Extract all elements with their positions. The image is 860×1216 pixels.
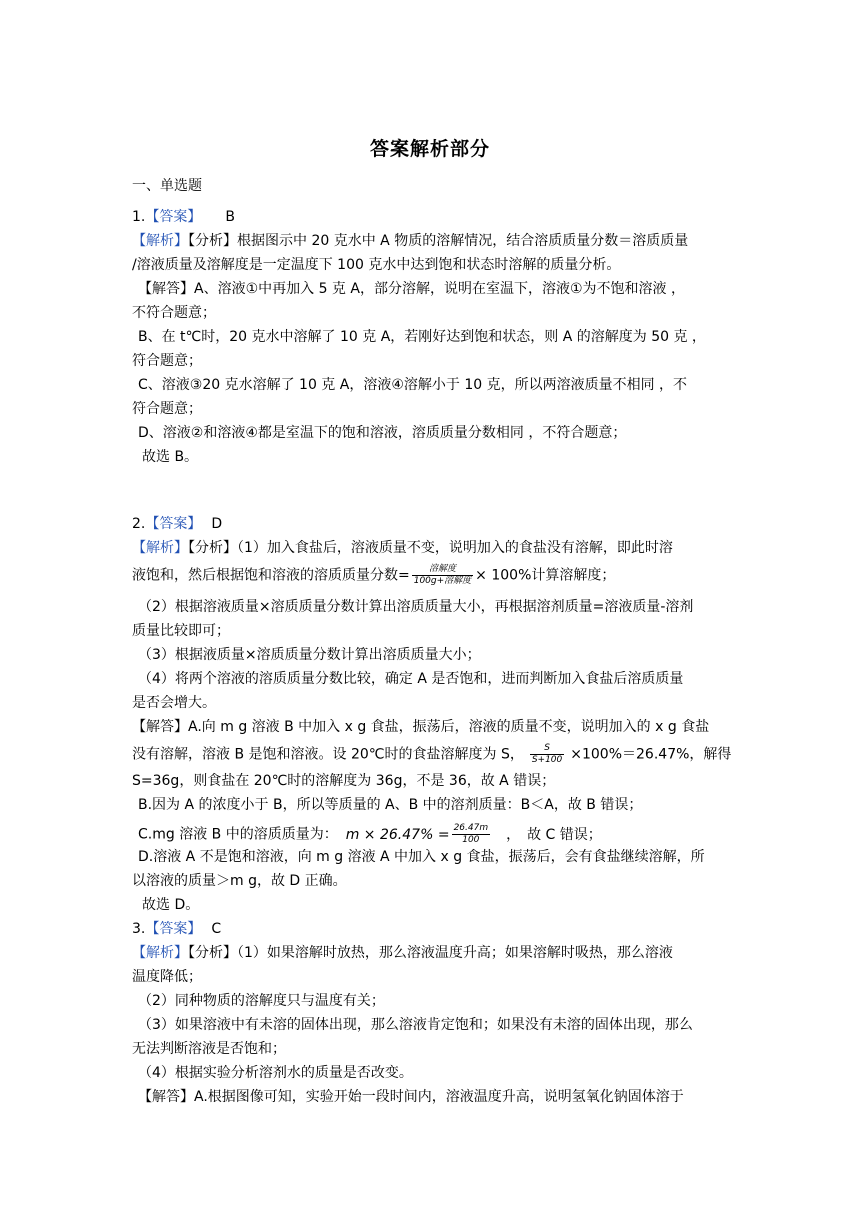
q2-analysis-line-4: 质量比较即可；	[132, 623, 230, 639]
q2-conclusion: 故选 D。	[142, 897, 200, 913]
solute-mass-formula: m × 26.47% =	[345, 826, 450, 843]
q1-number: 1.	[132, 209, 146, 225]
analysis-tag: 【分析】	[188, 540, 237, 556]
parse-tag: 【解析】	[132, 540, 188, 556]
q3-answer: C	[211, 921, 222, 937]
q3-analysis-line-1	[132, 943, 673, 963]
answer-tag: 【答案】	[145, 516, 202, 532]
q3-analysis-line-5: 无法判断溶液是否饱和；	[132, 1041, 286, 1057]
q1-solution-line-1	[138, 279, 685, 299]
q2-solution-text-2b: ×100%＝26.47%，解得	[570, 746, 732, 763]
q1-solution-line-2: 不符合题意；	[132, 305, 216, 321]
solution-tag: 【解答】	[138, 1089, 194, 1105]
q1-solution-text-1: A、溶液①中再加入 5 克 A，部分溶解，说明在室温下，溶液①为不饱和溶液 ，	[194, 281, 685, 297]
solubility-fraction	[412, 564, 473, 587]
q3-analysis-line-2: 温度降低；	[132, 969, 202, 985]
q2-analysis-line-7: 是否会增大。	[132, 695, 216, 711]
q1-solution-line-5: C、溶液③20 克水溶解了 10 克 A，溶液④溶解小于 10 克，所以两溶液质量不相同 ，不	[138, 377, 688, 393]
q2-solution-line-7: 以溶液的质量＞m g，故 D 正确。	[132, 873, 347, 889]
analysis-tag: 【分析】	[188, 233, 237, 249]
solution-tag: 【解答】	[138, 281, 194, 297]
q3-solution-line-1	[138, 1087, 684, 1107]
q2-solution-line-5	[138, 823, 602, 846]
q1-analysis-text-1: 根据图示中 20 克水中 A 物质的溶解情况，结合溶质质量分数＝溶质质量	[237, 233, 689, 249]
q2-solution-line-3: S=36g，则食盐在 20℃时的溶解度为 36g，不是 36，故 A 错误；	[132, 773, 556, 789]
fraction-numerator: 26.47m	[453, 823, 489, 833]
q2-solution-line-1	[132, 717, 709, 737]
fraction-numerator: 溶解度	[412, 564, 473, 576]
q3-analysis-line-3: （2）同种物质的溶解度只与温度有关；	[138, 993, 385, 1009]
q3-analysis-line-4: （3）如果溶液中有未溶的固体出现，那么溶液肯定饱和；如果没有未溶的固体出现，那么	[138, 1017, 693, 1033]
q2-answer: D	[211, 516, 223, 532]
q1-answer: B	[225, 209, 235, 225]
q2-solution-line-2	[132, 743, 731, 766]
parse-tag: 【解析】	[132, 233, 188, 249]
q2-solution-line-6: D.溶液 A 不是饱和溶液，向 m g 溶液 A 中加入 x g 食盐，振荡后，会有食盐继续溶解，所	[138, 849, 705, 865]
q3-number: 3.	[132, 921, 146, 937]
q2-analysis-text-2: 液饱和，然后根据饱和溶液的溶质质量分数=	[132, 567, 410, 584]
q2-analysis-line-5: （3）根据液质量×溶质质量分数计算出溶质质量大小；	[138, 647, 481, 663]
q1-solution-line-6: 符合题意；	[132, 401, 202, 417]
answer-tag: 【答案】	[145, 921, 202, 937]
q2-analysis-line-3: （2）根据溶液质量×溶质质量分数计算出溶质质量大小，再根据溶剂质量=溶液质量-溶剂	[138, 599, 694, 615]
section-heading: 一、单选题	[132, 178, 202, 194]
q2-solution-text-1: A.向 m g 溶液 B 中加入 x g 食盐，振荡后，溶液的质量不变，说明加入的 x g 食盐	[188, 719, 710, 735]
q2-analysis-line-1	[132, 538, 673, 558]
q2-solution-text-2: 没有溶解，溶液 B 是饱和溶液。设 20℃时的食盐溶解度为 S，	[132, 746, 524, 763]
q3-analysis-line-6: （4）根据实验分析溶剂水的质量是否改变。	[138, 1065, 413, 1081]
solution-tag: 【解答】	[132, 719, 188, 735]
q3-answer-line	[132, 919, 221, 939]
solubility-fraction-2	[530, 743, 564, 766]
q1-solution-line-3: B、在 t℃时，20 克水中溶解了 10 克 A，若刚好达到饱和状态，则 A 的溶解度为 50 克 ，	[138, 329, 706, 345]
fraction-denominator: 100	[462, 835, 480, 845]
q1-analysis-line-2: /溶液质量及溶解度是一定温度下 100 克水中达到饱和状态时溶解的质量分析。	[132, 257, 621, 273]
analysis-tag: 【分析】	[188, 945, 237, 961]
fraction-denominator: 100g+溶解度	[413, 576, 472, 586]
parse-tag: 【解析】	[132, 945, 188, 961]
q2-solution-line-4: B.因为 A 的浓度小于 B，所以等质量的 A、B 中的溶剂质量：B＜A，故 B 错误；	[138, 797, 643, 813]
answer-tag: 【答案】	[145, 209, 202, 225]
q2-analysis-text-2b: × 100%计算溶解度；	[475, 567, 616, 584]
q1-solution-line-7: D、溶液②和溶液④都是室温下的饱和溶液，溶质质量分数相同 ，不符合题意；	[138, 425, 627, 441]
q2-solution-text-5b: ， 故 C 错误；	[506, 826, 602, 843]
q1-analysis-line-1	[132, 231, 688, 251]
fraction-numerator: S	[530, 743, 564, 755]
q2-analysis-line-2	[132, 564, 615, 587]
page-title: 答案解析部分	[369, 138, 490, 160]
q2-analysis-line-6: （4）将两个溶液的溶质质量分数比较，确定 A 是否饱和，进而判断加入食盐后溶质质量	[138, 671, 684, 687]
q2-number: 2.	[132, 516, 146, 532]
fraction-denominator: S+100	[531, 755, 563, 765]
q1-conclusion: 故选 B。	[142, 449, 199, 465]
q3-analysis-text-1: （1）如果溶解时放热，那么溶液温度升高；如果溶解时吸热，那么溶液	[237, 945, 673, 961]
q1-answer-line	[132, 207, 235, 227]
q3-solution-text-1: A.根据图像可知，实验开始一段时间内，溶液温度升高，说明氢氧化钠固体溶于	[194, 1089, 684, 1105]
q2-analysis-text-1: （1）加入食盐后，溶液质量不变，说明加入的食盐没有溶解，即此时溶	[237, 540, 673, 556]
solute-mass-fraction	[452, 823, 491, 846]
q2-answer-line	[132, 514, 222, 534]
q2-solution-text-5: C.mg 溶液 B 中的溶质质量为：	[138, 826, 338, 843]
q1-solution-line-4: 符合题意；	[132, 353, 202, 369]
